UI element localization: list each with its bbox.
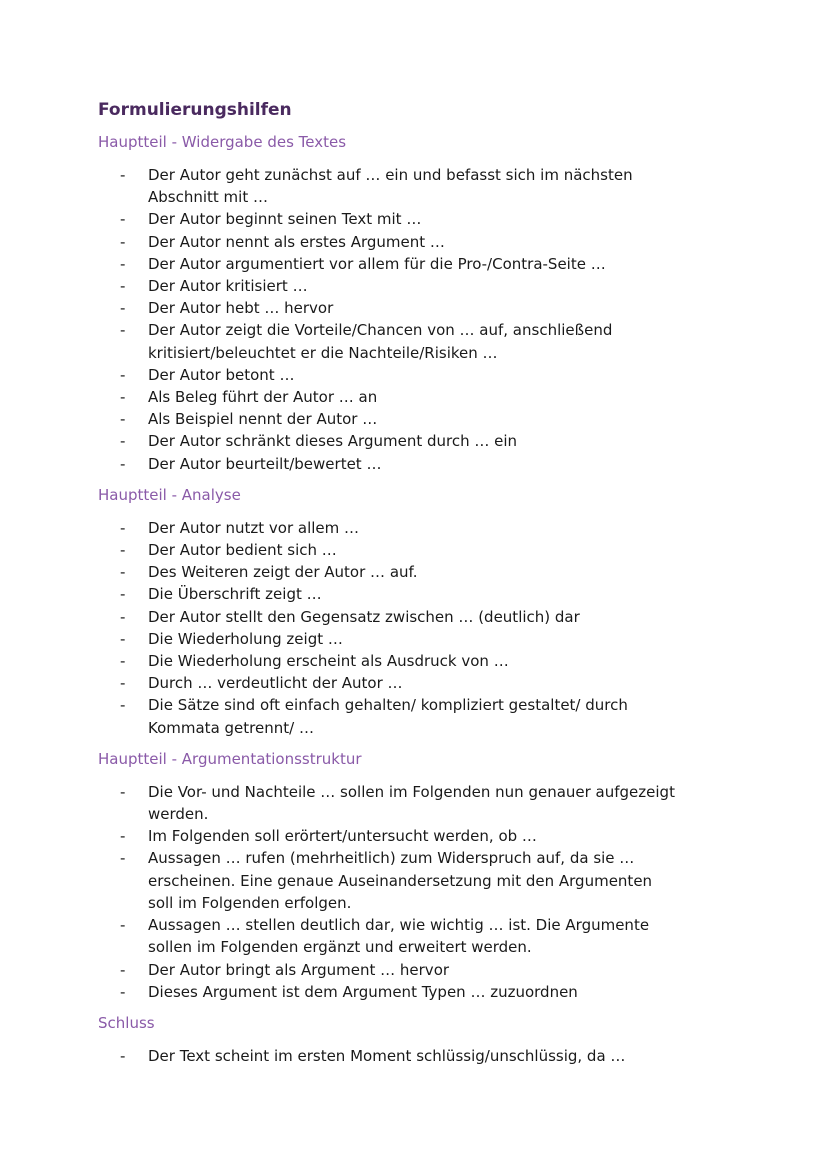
dash-bullet: -: [120, 652, 126, 671]
list-item: [98, 408, 678, 430]
dash-bullet: -: [120, 388, 126, 407]
dash-bullet: -: [120, 585, 126, 604]
sections-container: [98, 132, 738, 1067]
list-item-text: Der Text scheint im ersten Moment schlüssig/unschlüssig, da …: [148, 1046, 626, 1065]
dash-bullet: -: [120, 254, 126, 273]
list-item-text: Aussagen … rufen (mehrheitlich) zum Widerspruch auf, da sie … erscheinen. Eine genaue Auseinandersetzung mit den Argumenten soll im Folgenden erfolgen.: [148, 849, 653, 912]
list-item: [98, 672, 678, 694]
document-page: [98, 98, 738, 1077]
list-item-text: Die Überschrift zeigt …: [148, 585, 322, 604]
list-item-text: Der Autor kritisiert …: [148, 277, 308, 296]
page-title: Formulierungshilfen: [98, 100, 292, 120]
dash-bullet: -: [120, 982, 126, 1001]
list-item: [98, 539, 678, 561]
list-item: [98, 297, 678, 319]
list-item: [98, 694, 678, 738]
list-item-text: Dieses Argument ist dem Argument Typen … zuzuordnen: [148, 982, 578, 1001]
list-item: [98, 517, 678, 539]
list-item: [98, 208, 678, 230]
list-item-text: Der Autor betont …: [148, 365, 295, 384]
dash-bullet: -: [120, 629, 126, 648]
section-heading: Hauptteil - Argumentationsstruktur: [98, 749, 362, 768]
list-item: [98, 364, 678, 386]
dash-bullet: -: [120, 849, 126, 868]
dash-bullet: -: [120, 782, 126, 801]
dash-bullet: -: [120, 696, 126, 715]
list-item-text: Als Beleg führt der Autor … an: [148, 388, 378, 407]
dash-bullet: -: [120, 960, 126, 979]
list-item: [98, 606, 678, 628]
dash-bullet: -: [120, 518, 126, 537]
dash-bullet: -: [120, 210, 126, 229]
list-item-text: Der Autor bedient sich …: [148, 541, 337, 560]
list-item: [98, 981, 678, 1003]
dash-bullet: -: [120, 410, 126, 429]
list-item-text: Des Weiteren zeigt der Autor … auf.: [148, 563, 418, 582]
list-item: [98, 914, 678, 958]
list-item-text: Der Autor beurteilt/bewertet …: [148, 454, 382, 473]
dash-bullet: -: [120, 365, 126, 384]
dash-bullet: -: [120, 299, 126, 318]
dash-bullet: -: [120, 454, 126, 473]
list-item: [98, 253, 678, 275]
list-item: [98, 781, 678, 825]
list-item-text: Der Autor zeigt die Vorteile/Chancen von … auf, anschließend kritisiert/beleuchtet er die Nachteile/Risiken …: [148, 321, 613, 362]
list-item-text: Der Autor geht zunächst auf … ein und befasst sich im nächsten Abschnitt mit …: [148, 166, 633, 207]
dash-bullet: -: [120, 166, 126, 184]
phrase-list: [98, 781, 738, 1003]
list-item-text: Der Autor beginnt seinen Text mit …: [148, 210, 422, 229]
dash-bullet: -: [120, 674, 126, 693]
dash-bullet: -: [120, 541, 126, 560]
list-item: [98, 430, 678, 452]
list-item: [98, 453, 678, 475]
dash-bullet: -: [120, 277, 126, 296]
list-item: [98, 231, 678, 253]
list-item-text: Der Autor bringt als Argument … hervor: [148, 960, 450, 979]
list-item-text: Im Folgenden soll erörtert/untersucht werden, ob …: [148, 827, 537, 846]
list-item-text: Der Autor schränkt dieses Argument durch … ein: [148, 432, 518, 451]
list-item-text: Die Wiederholung erscheint als Ausdruck von …: [148, 652, 509, 671]
list-item: [98, 825, 678, 847]
dash-bullet: -: [120, 1046, 126, 1065]
list-item: [98, 164, 678, 208]
dash-bullet: -: [120, 607, 126, 626]
list-item: [98, 959, 678, 981]
section-heading: Hauptteil - Analyse: [98, 485, 241, 504]
list-item: [98, 650, 678, 672]
list-item-text: Der Autor argumentiert vor allem für die Pro-/Contra-Seite …: [148, 254, 606, 273]
dash-bullet: -: [120, 432, 126, 451]
list-item: [98, 628, 678, 650]
dash-bullet: -: [120, 232, 126, 251]
phrase-list: [98, 1045, 738, 1067]
list-item-text: Die Sätze sind oft einfach gehalten/ kompliziert gestaltet/ durch Kommata getrennt/ …: [148, 696, 628, 737]
list-item-text: Der Autor stellt den Gegensatz zwischen … (deutlich) dar: [148, 607, 580, 626]
dash-bullet: -: [120, 321, 126, 340]
section-heading: Hauptteil - Widergabe des Textes: [98, 133, 347, 151]
section-heading: Schluss: [98, 1013, 155, 1032]
list-item-text: Der Autor nennt als erstes Argument …: [148, 232, 445, 251]
list-item: [98, 847, 678, 914]
list-item-text: Aussagen … stellen deutlich dar, wie wichtig … ist. Die Argumente sollen im Folgenden ergänzt und erweitert werden.: [148, 916, 650, 957]
list-item-text: Der Autor hebt … hervor: [148, 299, 334, 318]
dash-bullet: -: [120, 827, 126, 846]
phrase-list: [98, 517, 738, 739]
list-item-text: Die Vor- und Nachteile … sollen im Folgenden nun genauer aufgezeigt werden.: [148, 782, 675, 824]
list-item-text: Als Beispiel nennt der Autor …: [148, 410, 378, 429]
list-item: [98, 386, 678, 408]
dash-bullet: -: [120, 563, 126, 582]
list-item: [98, 319, 678, 363]
phrase-list: [98, 164, 738, 475]
list-item-text: Durch … verdeutlicht der Autor …: [148, 674, 403, 693]
list-item: [98, 1045, 678, 1067]
dash-bullet: -: [120, 916, 126, 935]
list-item-text: Der Autor nutzt vor allem …: [148, 518, 360, 537]
list-item: [98, 275, 678, 297]
list-item-text: Die Wiederholung zeigt …: [148, 629, 343, 648]
list-item: [98, 583, 678, 605]
list-item: [98, 561, 678, 583]
